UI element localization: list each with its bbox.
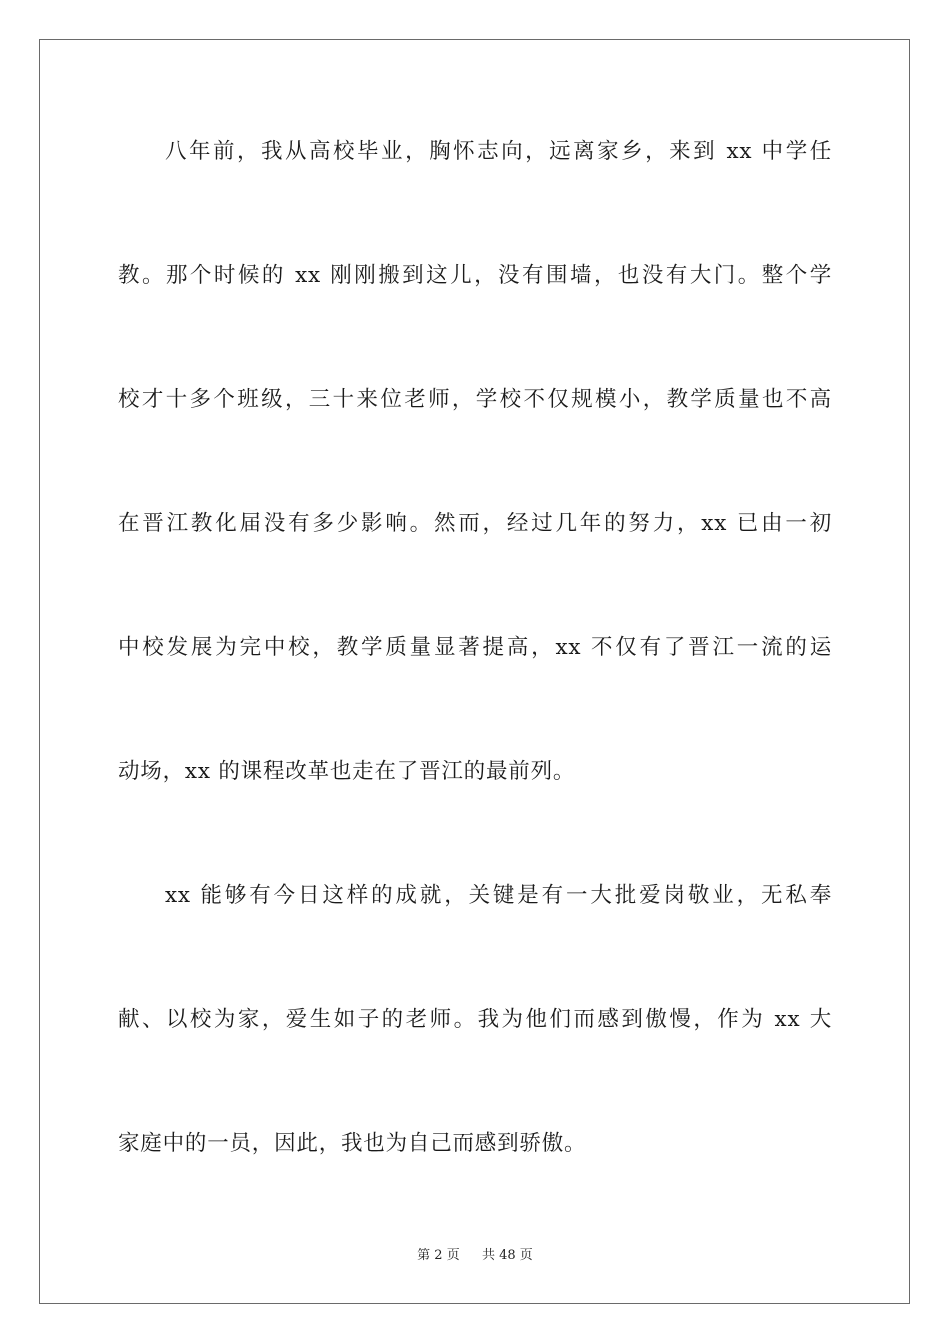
- page-total: 共 48 页: [482, 1248, 533, 1263]
- page-number: 第 2 页: [417, 1248, 460, 1263]
- paragraph-1-line-4: 在晋江教化届没有多少影响。然而，经过几年的努力，xx 已由一初: [118, 511, 832, 536]
- paragraph-2-line-3: 家庭中的一员，因此，我也为自己而感到骄傲。: [118, 1131, 587, 1156]
- paragraph-1-line-2: 教。那个时候的 xx 刚刚搬到这儿，没有围墙，也没有大门。整个学: [118, 263, 832, 288]
- paragraph-2-line-1: xx 能够有今日这样的成就，关键是有一大批爱岗敬业，无私奉: [165, 883, 832, 908]
- paragraph-1-line-3: 校才十多个班级，三十来位老师，学校不仅规模小，教学质量也不高: [118, 387, 832, 412]
- paragraph-2-line-2: 献、以校为家，爱生如子的老师。我为他们而感到傲慢，作为 xx 大: [118, 1007, 832, 1032]
- paragraph-1-line-1: 八年前，我从高校毕业，胸怀志向，远离家乡，来到 xx 中学任: [165, 139, 832, 164]
- paragraph-1-line-5: 中校发展为完中校，教学质量显著提高，xx 不仅有了晋江一流的运: [118, 635, 832, 660]
- page-border: [39, 39, 910, 1304]
- page-footer: [0, 1246, 950, 1266]
- paragraph-1-line-6: 动场，xx 的课程改革也走在了晋江的最前列。: [118, 759, 576, 784]
